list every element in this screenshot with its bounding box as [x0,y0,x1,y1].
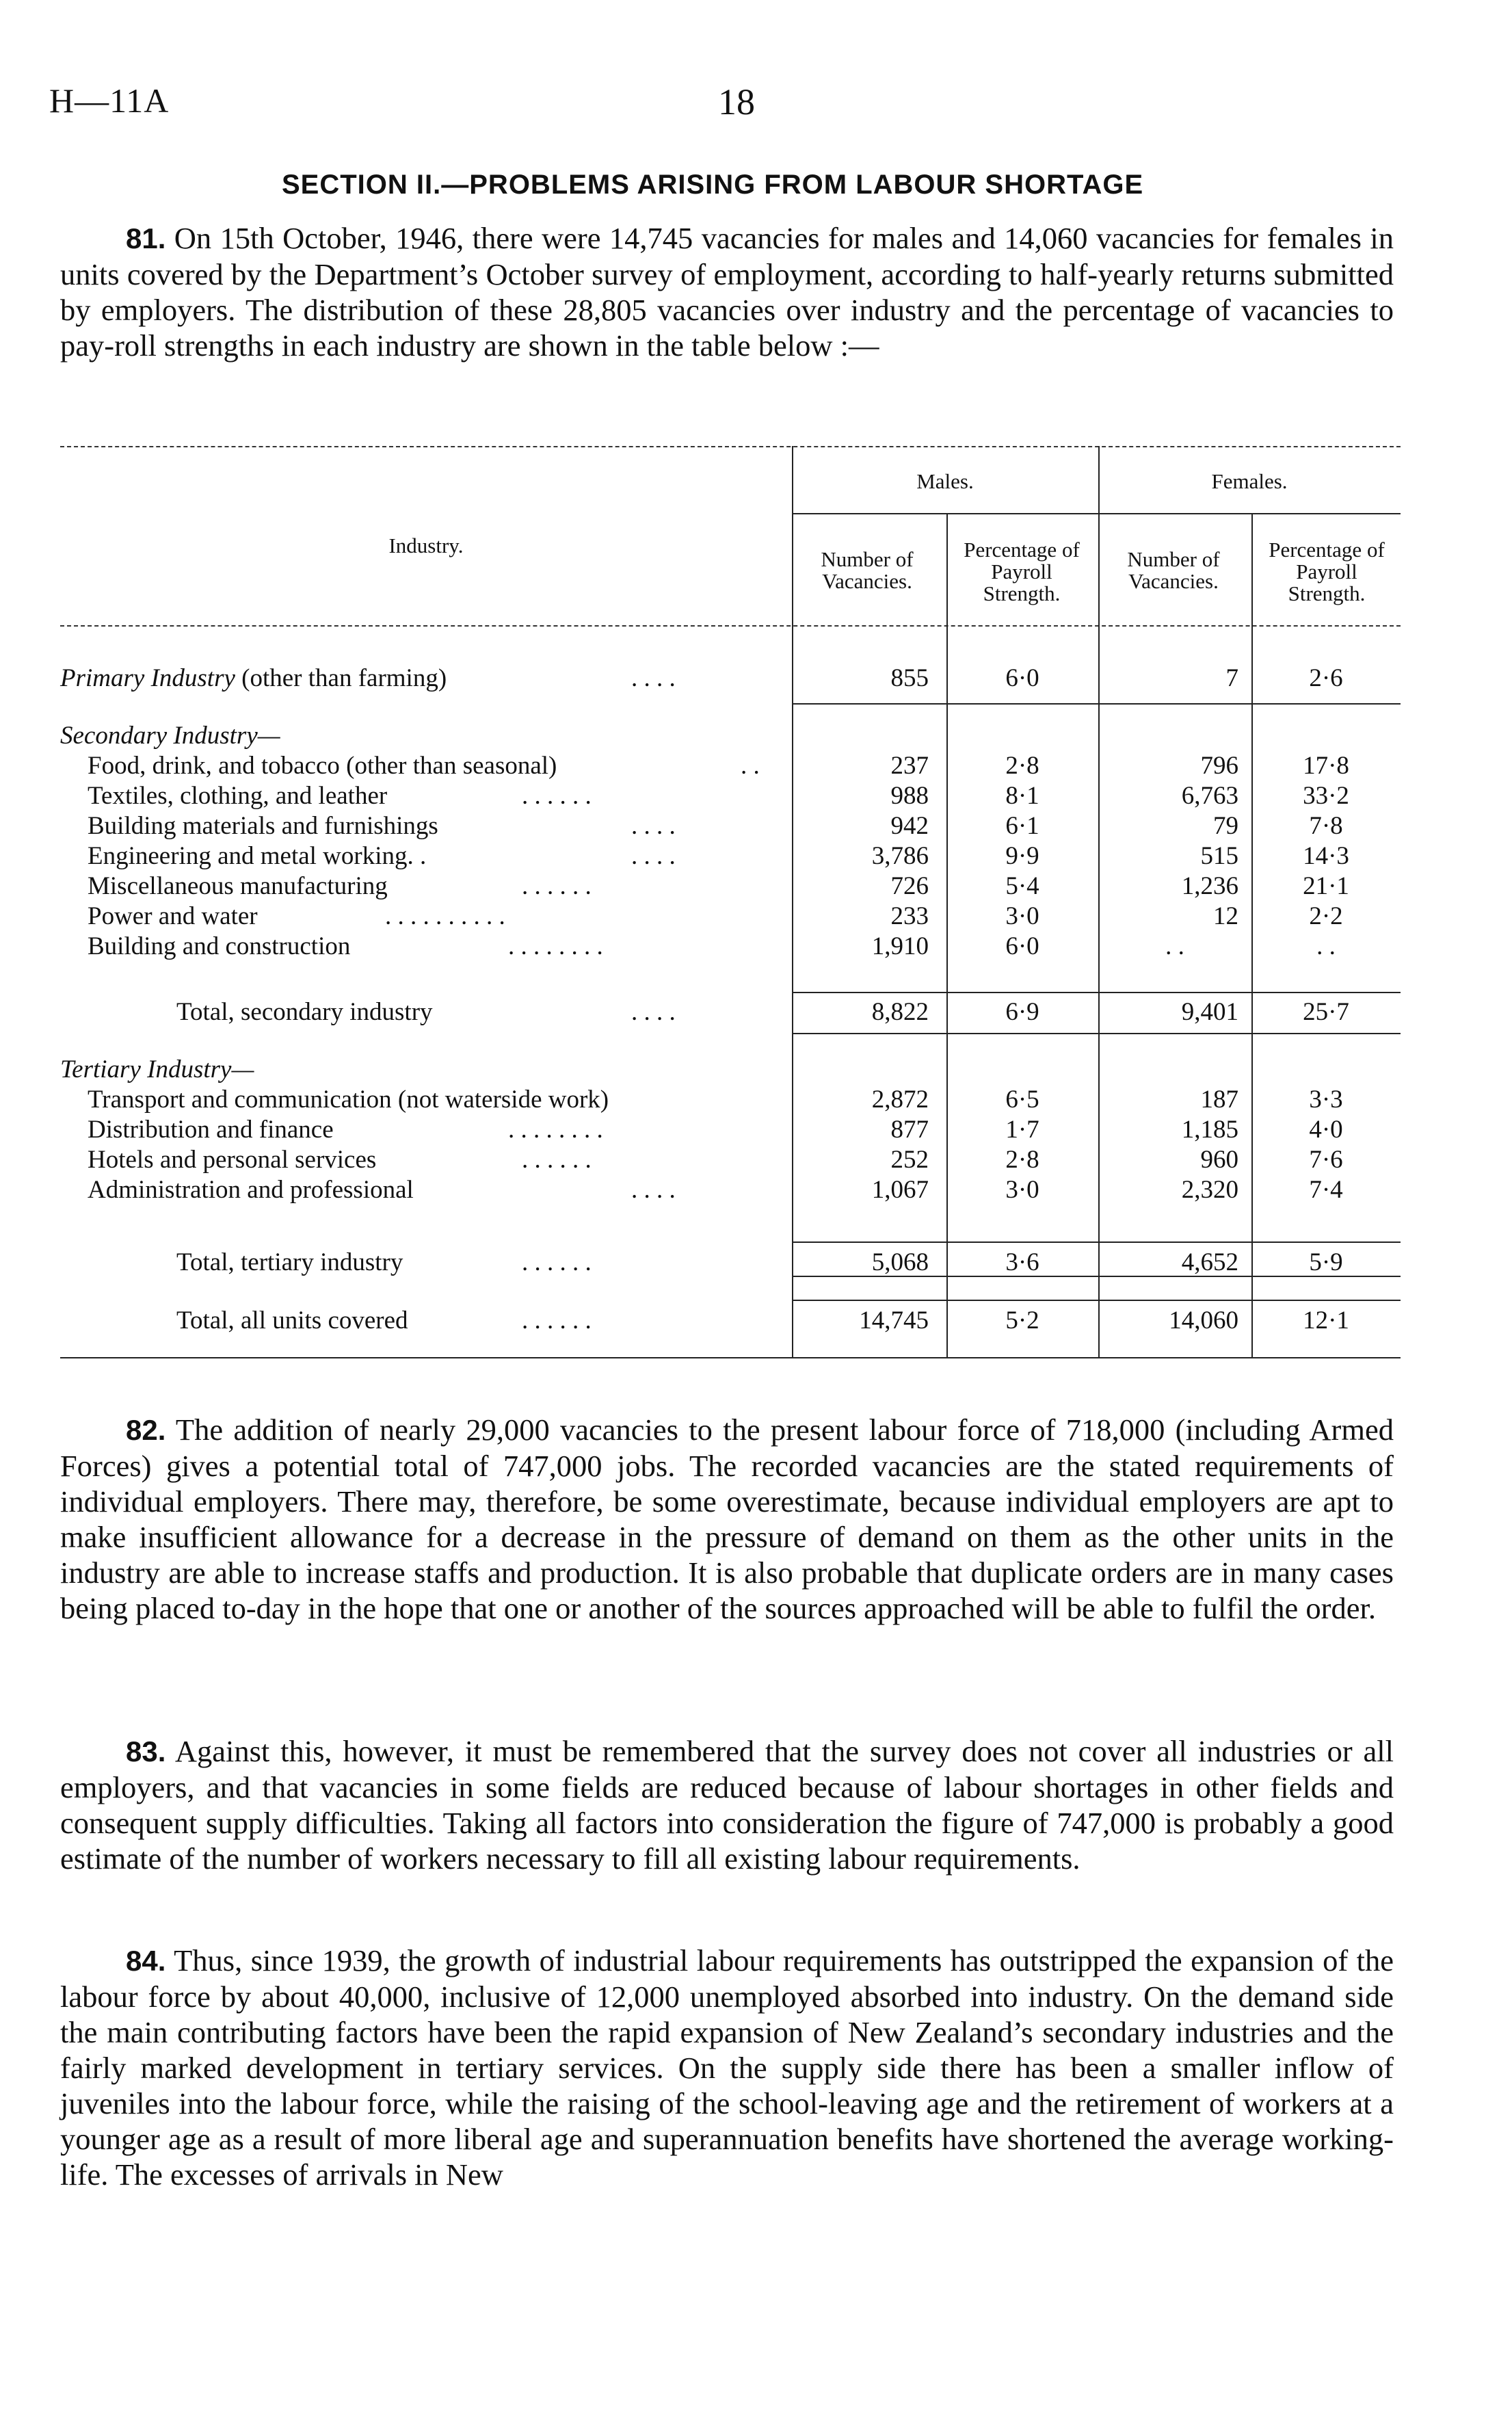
males-number: 855 [890,664,929,692]
paragraph-text: Against this, however, it must be remembered that the survey does not cover all industries or all employers, and that vacancies in some fields are reduced because of labour shortages in other fields and consequent supply difficulties. Taking all factors into consideration the figure of 747,000 is probably a good estimate of the number of workers necessary to fill all existing labour requirements. [60,1734,1394,1876]
paragraph-83 [60,1733,1394,1876]
header-females: Females. [1211,469,1288,493]
paragraph-81 [60,220,1394,363]
secondary-heading: Secondary Industry— [60,722,280,750]
paragraph-text: The addition of nearly 29,000 vacancies to the present labour force of 718,000 (including Armed Forces) gives a potential total of 747,000 jobs. The recorded vacancies are the stated requirements of individual employers. There may, therefore, be some overestimate, because individual employers are apt to make insufficient allowance for a decrease in the pressure of demand on them as the other units in the industry are able to increase staffs and production. It is also probable that duplicate orders are in many cases being placed to-day in the hope that one or another of the sources approached will be able to fulfil the order. [60,1412,1394,1625]
header-females-number: Number of Vacancies. [1127,547,1220,593]
paragraph-number: 82. [126,1414,166,1446]
paragraph-82 [60,1412,1394,1626]
tertiary-heading: Tertiary Industry— [60,1055,254,1083]
males-percentage: 6·0 [1005,664,1039,692]
paragraph-text: Thus, since 1939, the growth of industrial labour requirements has outstripped the expansion of the labour force by about 40,000, inclusive of 12,000 unemployed absorbed into industry. On the demand side the main contributing factors have been the rapid expansion of New Zealand’s secondary industries and the fairly marked development in tertiary services. On the supply side there has been a smaller inflow of juveniles into the labour force, while the raising of the school-leaving age and the retirement of workers at a younger age as a result of more liberal age and superannuation benefits have shortened the average working-life. The excesses of arrivals in New [60,1943,1394,2192]
row-dots: . . . . [631,664,676,692]
paragraph-number: 84. [126,1945,166,1977]
row-label-primary: Primary Industry (other than farming) [60,664,447,692]
document-reference: H—11A [49,81,170,120]
section-title: SECTION II.—PROBLEMS ARISING FROM LABOUR SHORTAGE [282,170,1144,200]
header-males-percentage: Percentage of Payroll Strength. [964,538,1080,605]
header-industry: Industry. [388,534,464,557]
vacancies-table: Industry. Males. Females. Number of Vacancies. Percentage of Payroll Strength. Number of Vacancies. Percentage of Payroll Strength. Primary Industry (other than farming) . . . . 855 6·0 7 2·6 Secondary Industry— Food, drink, and tobacco (other than seasonal) . . 237 2·8 796 17·8 Textiles, clothing, and leather . . . . . . 988 8·1 6,763 33·2 Building materials and furnishings . . . . 942 6·1 79 7·8 Engineering and metal working. . . . . . 3,786 9·9 515 14·3 Miscellaneous manufacturing . . . . . . 726 5·4 1,236 21·1 Power and water . . . . . . . . . . 233 3·0 12 2·2 Building and construction . . . . . . . . 1,910 6·0 . . . . Total, secondary industry . . . . 8,822 6·9 9,401 25·7 Tertiary Industry— Transport and communication (not waterside work) 2,872 6·5 187 3·3 Distribution and finance . . . . . . . . 877 1·7 1,185 4·0 Hotels and personal services . . . . . . 252 2·8 960 7·6 Administration and professional . . . . 1,067 3·0 2,320 7·4 Total, tertiary industry . . . . . . 5,068 3·6 4,652 5·9 Total, all units covered . . . . . . 14,745 5·2 14,060 12·1 [60,446,1401,1363]
females-percentage: 2·6 [1309,664,1343,692]
header-females-percentage: Percentage of Payroll Strength. [1269,538,1385,605]
paragraph-number: 83. [126,1735,166,1767]
paragraph-text: On 15th October, 1946, there were 14,745 vacancies for males and 14,060 vacancies for females in units covered by the Department’s October survey of employment, according to half-yearly returns submitted by employers. The distribution of these 28,805 vacancies over industry and the percentage of vacancies to pay-roll strengths in each industry are shown in the table below :— [60,221,1394,363]
header-males-number: Number of Vacancies. [821,547,914,593]
paragraph-84 [60,1943,1394,2192]
paragraph-number: 81. [126,222,166,254]
page-number: 18 [718,81,755,122]
females-number: 7 [1225,664,1238,692]
header-males: Males. [916,469,974,493]
